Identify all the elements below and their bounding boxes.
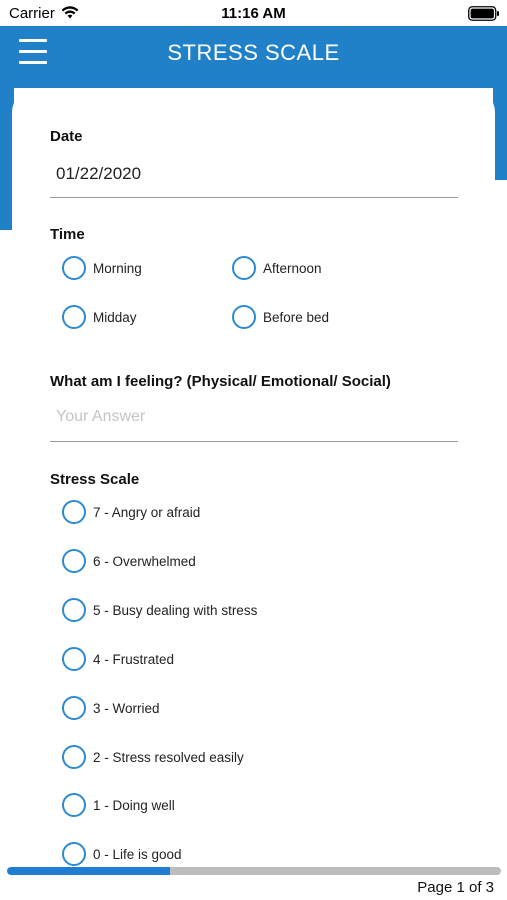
radio-stress-1[interactable] (62, 793, 175, 817)
radio-circle[interactable] (62, 842, 86, 866)
date-field[interactable]: 01/22/2020 (56, 164, 142, 183)
radio-circle[interactable] (62, 598, 86, 622)
progress-fill (7, 867, 170, 875)
radio-circle[interactable] (232, 256, 256, 280)
radio-label: 0 - Life is good (93, 846, 182, 862)
radio-circle[interactable] (62, 256, 86, 280)
status-bar (0, 0, 507, 26)
page-indicator: Page 1 of 3 (417, 879, 494, 896)
radio-stress-5[interactable] (62, 598, 257, 622)
feeling-input[interactable]: Your Answer (56, 408, 146, 425)
feeling-label: What am I feeling? (Physical/ Emotional/ Social) (50, 373, 391, 390)
progress-bar (7, 867, 501, 875)
page-title: STRESS SCALE (167, 40, 340, 65)
carrier-label: Carrier (9, 5, 55, 22)
radio-label: Midday (93, 309, 137, 325)
radio-label: 3 - Worried (93, 700, 160, 716)
radio-label: 4 - Frustrated (93, 651, 175, 667)
radio-time-before-bed[interactable] (232, 305, 329, 329)
radio-time-morning[interactable] (62, 256, 142, 280)
radio-circle[interactable] (232, 305, 256, 329)
stress-scale-label: Stress Scale (50, 471, 140, 488)
radio-label: Afternoon (263, 260, 322, 276)
radio-circle[interactable] (62, 647, 86, 671)
radio-circle[interactable] (62, 696, 86, 720)
radio-circle[interactable] (62, 745, 86, 769)
radio-label: 6 - Overwhelmed (93, 553, 196, 569)
form-card (12, 90, 495, 880)
radio-label: Morning (93, 260, 142, 276)
radio-label: 5 - Busy dealing with stress (93, 602, 258, 618)
radio-stress-6[interactable] (62, 549, 196, 573)
radio-circle[interactable] (62, 793, 86, 817)
feeling-underline (50, 441, 458, 442)
radio-time-afternoon[interactable] (232, 256, 322, 280)
battery-icon (468, 6, 500, 21)
radio-label: 2 - Stress resolved easily (93, 749, 244, 765)
radio-stress-3[interactable] (62, 696, 160, 720)
radio-time-midday[interactable] (62, 305, 137, 329)
header-background-right (493, 88, 507, 180)
radio-circle[interactable] (62, 305, 86, 329)
date-label: Date (50, 128, 83, 145)
radio-stress-4[interactable] (62, 647, 174, 671)
radio-stress-2[interactable] (62, 745, 244, 769)
radio-label: Before bed (263, 309, 330, 325)
radio-label: 7 - Angry or afraid (93, 504, 201, 520)
date-underline (50, 197, 458, 198)
radio-circle[interactable] (62, 549, 86, 573)
radio-stress-0[interactable] (62, 842, 182, 866)
radio-stress-7[interactable] (62, 500, 200, 524)
radio-label: 1 - Doing well (93, 797, 175, 813)
radio-circle[interactable] (62, 500, 86, 524)
status-time: 11:16 AM (221, 5, 286, 22)
app-header (0, 26, 507, 88)
time-label: Time (50, 226, 85, 243)
